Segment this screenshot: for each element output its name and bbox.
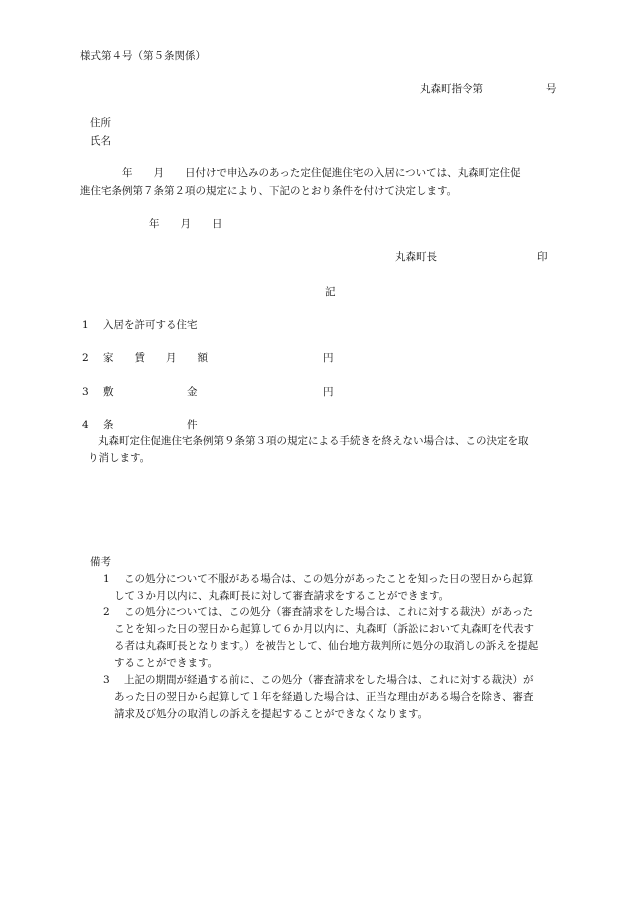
- note-3-line-3: 請求及び処分の取消しの訴えを提起することができなくなります。: [114, 708, 429, 720]
- note-2-line-2: ことを知った日の翌日から起算して６か月以内に、丸森町（訴訟において丸森町を代表す: [114, 623, 534, 635]
- document-number: 丸森町指令第 号: [420, 83, 557, 95]
- address-label: 住所: [90, 117, 111, 129]
- note-3-line-1: 上記の期間が経過する前に、この処分（審査請求をした場合は、これに対する裁決）が: [124, 674, 534, 686]
- note-2-line-3: る者は丸森町長となります。）を被告として、仙台地方裁判所に処分の取消しの訴えを提起: [114, 640, 539, 652]
- note-3-line-2: あった日の翌日から起算して１年を経過した場合は、正当な理由がある場合を除き、審査: [114, 691, 534, 703]
- item-3-value: 円: [323, 386, 334, 398]
- item-3-label: 敷 金: [103, 386, 198, 398]
- note-1-number: 1: [103, 573, 110, 585]
- note-1-line-2: して３か月以内に、丸森町長に対して審査請求をすることができます。: [114, 590, 450, 602]
- item-2-number: 2: [82, 352, 89, 364]
- note-2-line-4: することができます。: [114, 657, 219, 669]
- mayor-title: 丸森町長: [395, 251, 437, 263]
- seal-mark: 印: [537, 251, 548, 263]
- name-label: 氏名: [90, 135, 111, 147]
- item-2-value: 円: [323, 352, 334, 364]
- body-line-2: 進住宅条例第７条第２項の規定により、下記のとおり条件を付けて決定します。: [80, 185, 458, 197]
- condition-line-2: り消します。: [88, 452, 151, 464]
- item-4-label: 条 件: [103, 419, 198, 431]
- condition-line-1: 丸森町定住促進住宅条例第９条第３項の規定による手続きを終えない場合は、この決定を取: [98, 435, 529, 447]
- item-1-label: 入居を許可する住宅: [103, 319, 198, 331]
- note-2-number: 2: [103, 606, 110, 618]
- body-line-1: 年 月 日付けで申込みのあった定住促進住宅の入居については、丸森町定住促: [80, 167, 521, 179]
- item-1-number: 1: [82, 319, 89, 331]
- item-4-number: 4: [82, 419, 89, 431]
- note-2-line-1: この処分については、この処分（審査請求をした場合は、これに対する裁決）があった: [124, 606, 534, 618]
- item-2-label: 家 賃 月 額: [103, 352, 208, 364]
- notes-title: 備考: [90, 556, 111, 568]
- ki-heading: 記: [325, 286, 336, 298]
- issue-date: 年 月 日: [149, 218, 223, 230]
- form-label: 様式第４号（第５条関係）: [80, 50, 206, 62]
- note-3-number: 3: [103, 674, 110, 686]
- note-1-line-1: この処分について不服がある場合は、この処分があったことを知った日の翌日から起算: [124, 573, 534, 585]
- item-3-number: 3: [82, 386, 89, 398]
